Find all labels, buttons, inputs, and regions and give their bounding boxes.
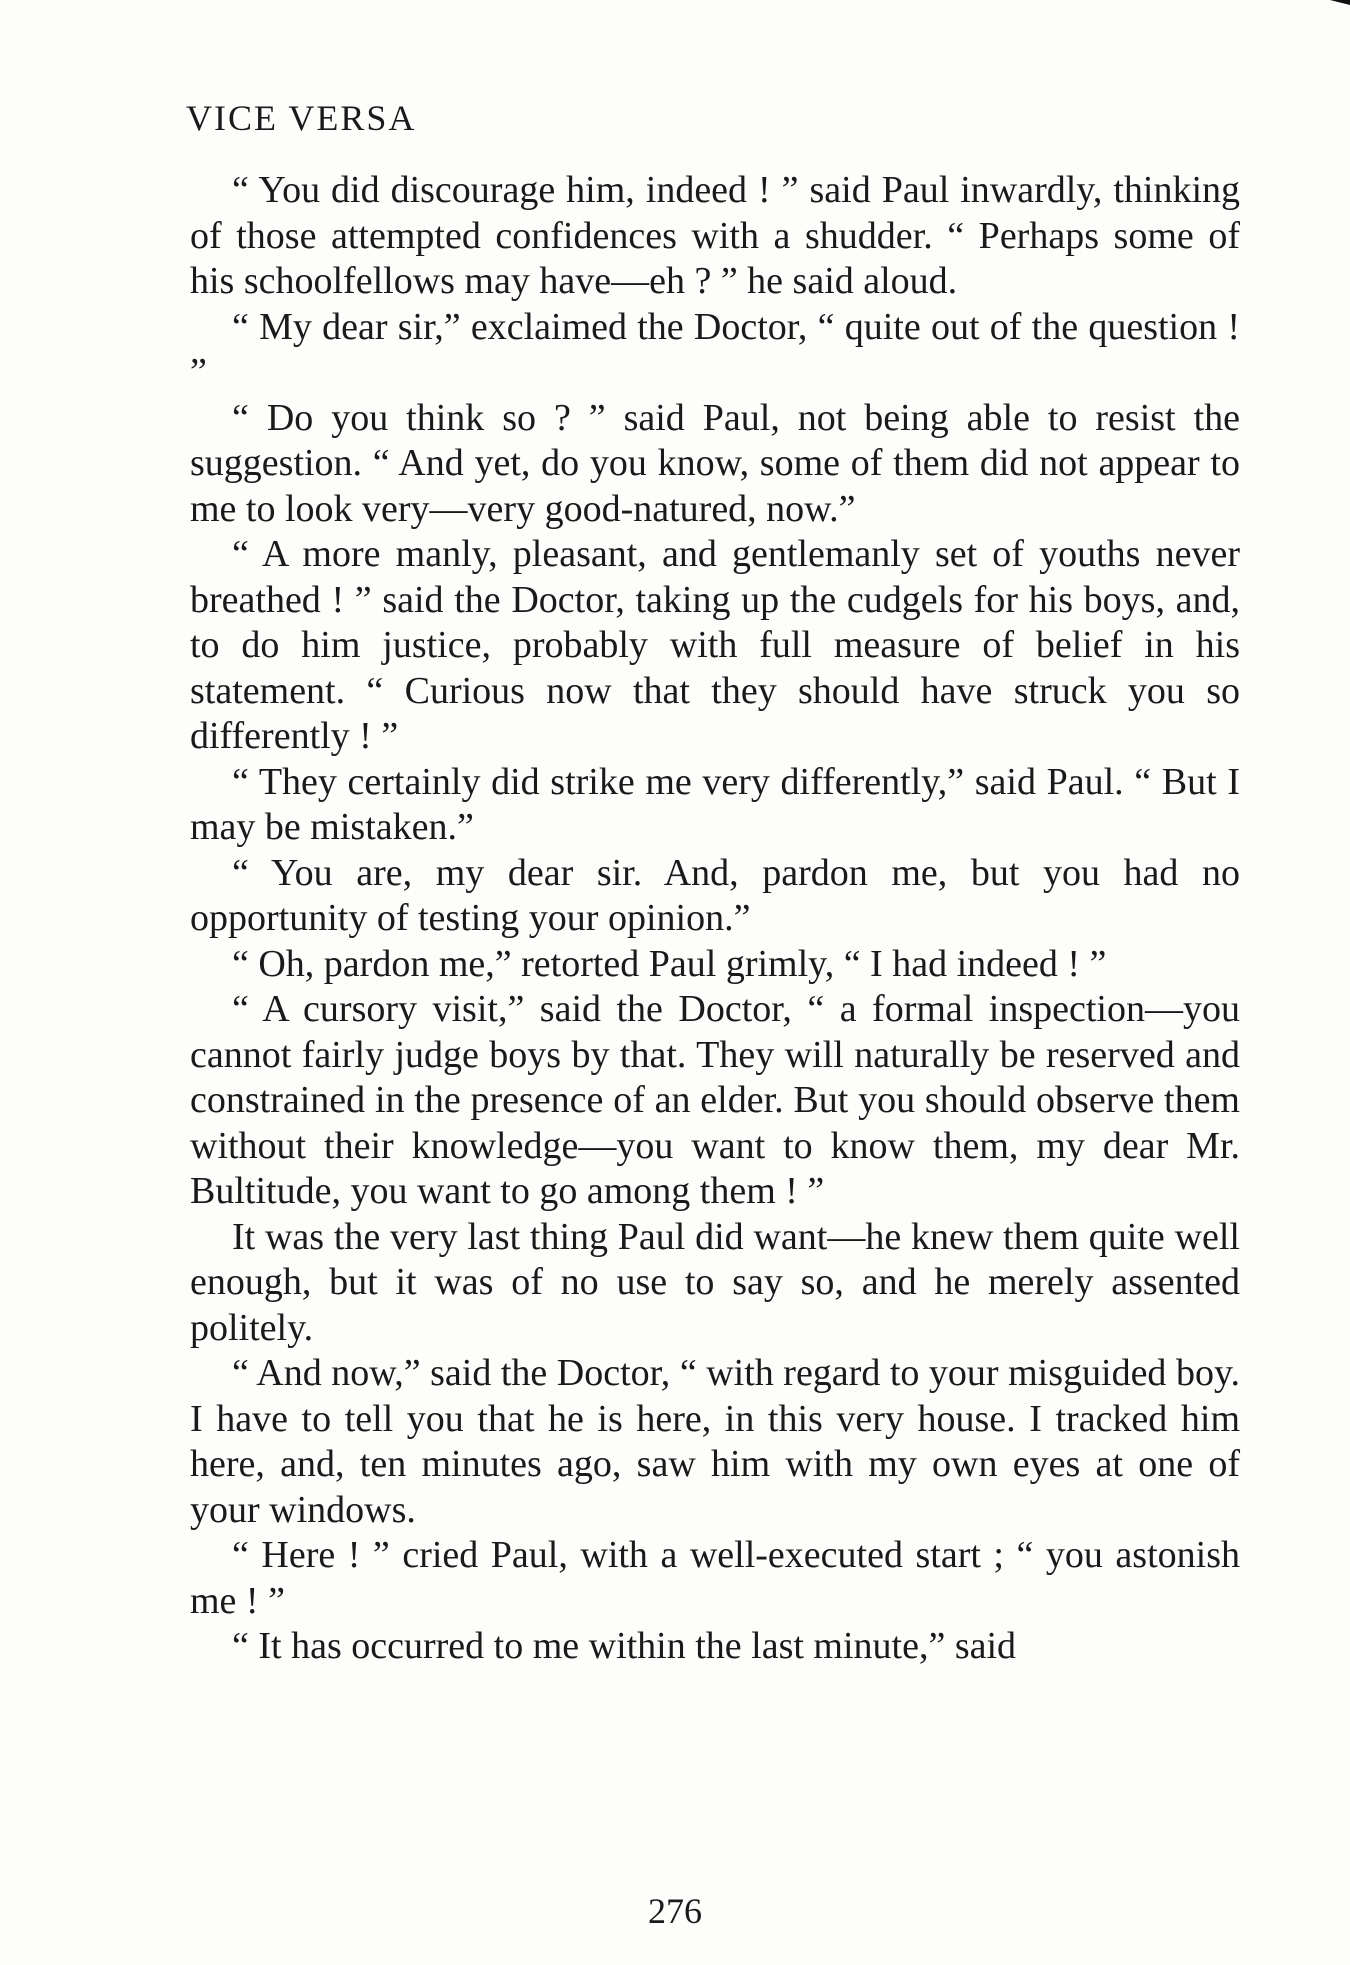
paragraph: “ A more manly, pleasant, and gentlemanly set of youths never breathed ! ” said the Doctor, taking up the cudgels for his boys, and, to do him justice, probably with full measure of belief in his statement. “ Curious now that they should have struck you so differently ! ” (190, 533, 1240, 757)
paragraph: “ It has occurred to me within the last minute,” said (232, 1625, 1017, 1667)
running-head: VICE VERSA (186, 98, 417, 138)
paragraph: “ My dear sir,” exclaimed the Doctor, “ quite out of the question ! ” (190, 305, 1240, 393)
paragraph: “ Oh, pardon me,” retorted Paul grimly, “ I had indeed ! ” (232, 942, 1107, 985)
body-text (190, 168, 1240, 1670)
paragraph: “ Here ! ” cried Paul, with a well-executed start ; “ you astonish me ! ” (190, 1534, 1240, 1622)
paragraph: “ A cursory visit,” said the Doctor, “ a formal inspection—you cannot fairly judge boys by that. They will naturally be reserved and constrained in the presence of an elder. But you should observe them without their knowledge—you want to know them, my dear Mr. Bultitude, you want to go among them ! ” (190, 988, 1240, 1212)
page-corner-mark (1320, 0, 1350, 19)
paragraph: “ And now,” said the Doctor, “ with regard to your misguided boy. I have to tell you that he is here, in this very house. I tracked him here, and, ten minutes ago, saw him with my own eyes at one of your windows. (190, 1352, 1240, 1531)
paragraph: “ You are, my dear sir. And, pardon me, but you had no opportunity of testing your opinion.” (190, 851, 1240, 939)
paragraph: “ They certainly did strike me very differently,” said Paul. “ But I may be mistaken.” (190, 760, 1240, 848)
paragraph: “ Do you think so ? ” said Paul, not being able to resist the suggestion. “ And yet, do you know, some of them did not appear to me to look very—very good-natured, now.” (190, 396, 1240, 530)
paragraph: It was the very last thing Paul did want—he knew them quite well enough, but it was of no use to say so, and he merely assented politely. (190, 1215, 1240, 1349)
page-number: 276 (648, 1891, 702, 1931)
paragraph: “ You did discourage him, indeed ! ” said Paul inwardly, thinking of those attempted confidences with a shudder. “ Perhaps some of his schoolfellows may have—eh ? ” he said aloud. (190, 169, 1240, 302)
